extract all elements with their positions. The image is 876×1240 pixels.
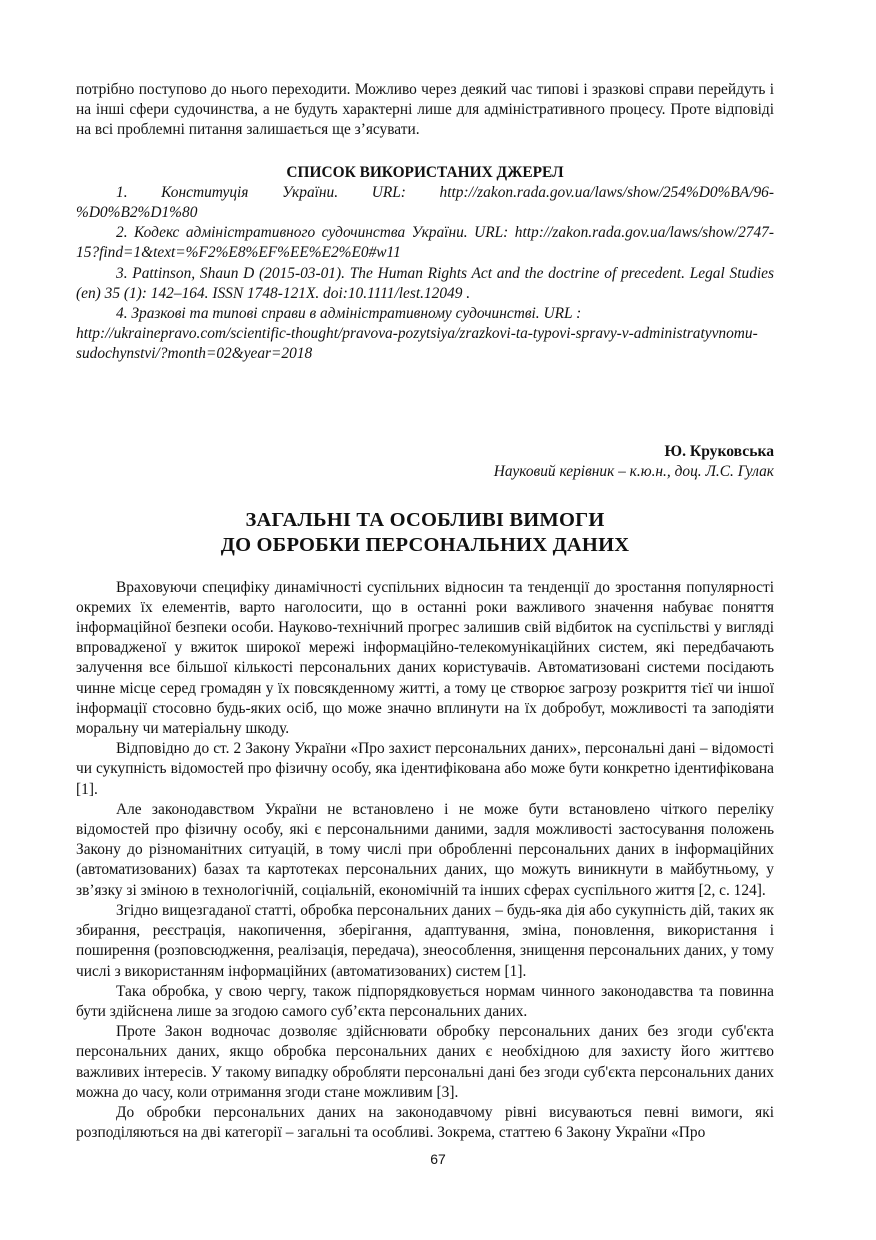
article-title [76, 508, 774, 558]
reference-item: 1. Конституція України. URL: http://zakon.rada.gov.ua/laws/show/254%D0%BA/96-%D0%B2%D1%80 [76, 183, 774, 222]
author-name: Ю. Круковська [664, 442, 774, 460]
references-list [76, 183, 774, 365]
references-title: СПИСОК ВИКОРИСТАНИХ ДЖЕРЕЛ [286, 163, 564, 181]
body-paragraph: Така обробка, у свою чергу, також підпорядковується нормам чинного законодавства та повинна бути здійснена лише за згодою самого суб’єкта персональних даних. [76, 982, 774, 1020]
body-paragraph: Але законодавством України не встановлено і не може бути встановлено чіткого переліку відомостей про фізичну особу, які є персональними даними, задля можливості застосування положень Закону до різноманітних ситуацій, в тому числі при обробленні персональних даних в інформаційних (автоматизованих) базах та картотеках персональних даних, що можуть виникнути в майбутньому, у зв’язку зі зміною в технологічній, соціальній, економічній та інших сферах суспільного життя [2, с. 124]. [76, 800, 774, 899]
reference-item: 2. Кодекс адміністративного судочинства України. URL: http://zakon.rada.gov.ua/laws/show/2747-15?find=1&text=%F2%E8%EF%EE%E2%E0#w11 [76, 224, 774, 262]
body-paragraph: До обробки персональних даних на законодавчому рівні висуваються певні вимоги, які розподіляються на дві категорії – загальні та особливі. Зокрема, статтею 6 Закону України «Про [76, 1103, 774, 1142]
body-paragraph: Враховуючи специфіку динамічності суспільних відносин та тенденції до зростання популярності окремих їх елементів, варто наголосити, що в останні роки важливого значення набуває поняття інформаційної безпеки особи. Науково-технічний прогрес залишив свій відбиток на суспільстві у вигляді впровадженої у вжиток широкої мережі інформаційно-телекомунікаційних систем, які передбачають залучення все більшої кількості персональних даних користувачів. Автоматизовані системи посідають чинне місце серед громадян у їх повсякденному житті, а тому це створює загрозу розкриття тієї чи іншої інформації стосовно будь-яких осіб, що може значно вплинути на їх добробут, можливості та заподіяти моральну чи матеріальну шкоду. [76, 578, 774, 738]
body-paragraph: Згідно вищезгаданої статті, обробка персональних даних – будь-яка дія або сукупність дій, таких як збирання, реєстрація, накопичення, зберігання, адаптування, зміна, поновлення, використання і поширення (розповсюдження, реалізація, передача), знеособлення, знищення персональних даних, у тому числі з використанням інформаційних (автоматизованих) систем [1]. [76, 901, 774, 980]
body-paragraph: Проте Закон водночас дозволяє здійснювати обробку персональних даних без згоди суб'єкта персональних даних, якщо обробка персональних даних є необхідною для захисту його життєво важливих інтересів. У такому випадку обробляти персональні дані без згоди суб'єкта персональних даних можна до часу, коли отримання згоди стане можливим [3]. [76, 1023, 774, 1101]
supervisor-line: Науковий керівник – к.ю.н., доц. Л.С. Гулак [493, 462, 774, 480]
document-page [76, 80, 774, 1143]
reference-item: 4. Зразкові та типові справи в адміністративному судочинстві. URL : http://ukrainepravo.com/scientific-thought/pravova-pozytsiya/zrazkovi-ta-typovi-spravy-v-administratyvnomu-sudochynstvi/?month=02&year=2018 [76, 305, 758, 363]
reference-item: 3. Pattinson, Shaun D (2015-03-01). The Human Rights Act and the doctrine of precedent. Legal Studies (en) 35 (1): 142–164. ISSN 1748-121X. doi:10.1111/lest.12049 . [76, 264, 774, 302]
article-title-line-2: ДО ОБРОБКИ ПЕРСОНАЛЬНИХ ДАНИХ [220, 533, 630, 556]
page-number: 67 [430, 1151, 446, 1167]
intro-paragraph: потрібно поступово до нього переходити. Можливо через деякий час типові і зразкові справи перейдуть і на інші сфери судочинства, а не будуть характерні лише для адміністративного процесу. Проте відповіді на всі проблемні питання залишається ще з’ясувати. [76, 81, 774, 139]
author-block [76, 442, 774, 482]
article-body [76, 578, 774, 1144]
article-title-line-1: ЗАГАЛЬНІ ТА ОСОБЛИВІ ВИМОГИ [245, 508, 605, 531]
body-paragraph: Відповідно до ст. 2 Закону України «Про захист персональних даних», персональні дані – відомості чи сукупність відомостей про фізичну особу, яка ідентифікована або може бути конкретно ідентифікована [1]. [76, 740, 774, 798]
